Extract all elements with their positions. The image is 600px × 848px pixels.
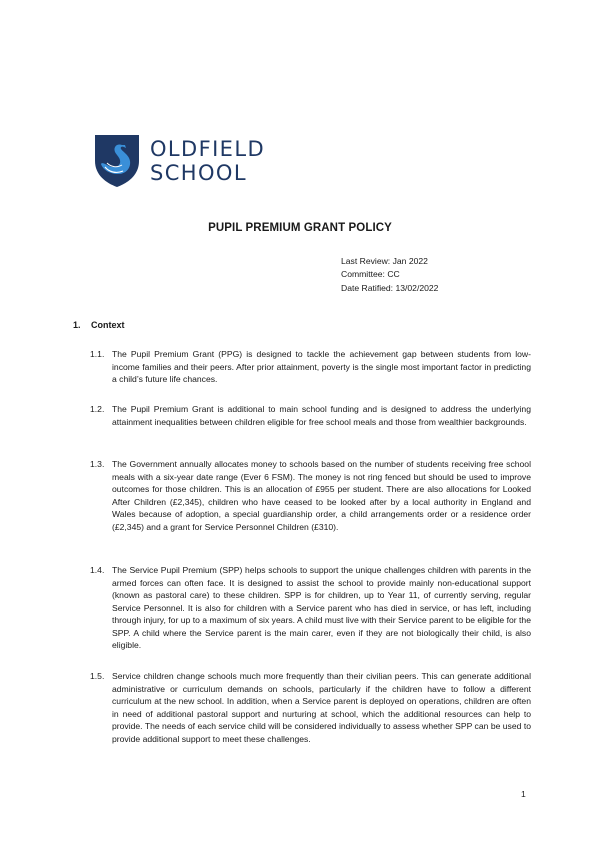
logo-text-school: SCHOOL (150, 160, 247, 185)
paragraph-text: The Service Pupil Premium (SPP) helps schools to support the unique challenges children with parents in the armed forces can often face. It is designed to assist the school to provide mainly non-educational support (known as pastoral care) to these children. SPP is for children, up to Year 11, of currently serving, regular Service Personnel. It is also for children with a Service parent who has died in service, or has left, including through injury, for up to a maximum of six years. A child must live with their Service parent to be eligible for the SPP. A child where the Service parent is the main carer, even if they are not biologically their child, is also eligible. (112, 565, 531, 650)
last-review: Last Review: Jan 2022 (341, 256, 428, 266)
paragraph-number: 1.3. (90, 459, 105, 469)
paragraph-text: The Pupil Premium Grant (PPG) is designed to tackle the achievement gap between students from low-income families and their peers. After prior attainment, poverty is the single most important factor in predicting a child’s future life chances. (112, 349, 531, 384)
document-meta (341, 255, 438, 295)
section-title: Context (91, 320, 125, 330)
paragraph-number: 1.1. (90, 349, 105, 359)
paragraph-1-1 (90, 348, 531, 386)
section-number: 1. (73, 320, 81, 330)
paragraph-text: Service children change schools much more frequently than their civilian peers. This can generate additional administrative or curriculum demands on schools, particularly if the children have to follow a different curriculum at the new school. In addition, when a Service parent is deployed on operations, children are often in need of additional pastoral support and nurturing at school, which the additional resources can help to provide. The needs of each service child will be considered individually to assess whether SPP can be used to provide additional support to meet these challenges. (112, 671, 531, 744)
paragraph-number: 1.5. (90, 671, 105, 681)
section-heading (73, 320, 125, 330)
paragraph-1-5 (90, 670, 531, 745)
school-logo (93, 133, 265, 189)
paragraph-number: 1.4. (90, 565, 105, 575)
paragraph-text: The Pupil Premium Grant is additional to main school funding and is designed to address the underlying attainment inequalities between children eligible for free school meals and those from wealthier backgrounds. (112, 404, 531, 427)
logo-text-oldfield: OLDFIELD (150, 136, 266, 161)
document-title: PUPIL PREMIUM GRANT POLICY (208, 222, 392, 234)
page-number: 1 (521, 789, 526, 799)
swan-shield-icon (93, 133, 141, 189)
paragraph-text: The Government annually allocates money to schools based on the number of students receiving free school meals with a six-year date range (Ever 6 FSM). The money is not ring fenced but should be used to improve outcomes for those children. This is an allocation of £955 per student. There are also allocations for Looked After Children (£2,345), children who have ceased to be looked after by a local authority in England and Wales because of adoption, a special guardianship order, a child arrangements order or a residence order (£2,345) and a grant for Service Personnel Children (£310). (112, 459, 531, 532)
committee: Committee: CC (341, 269, 400, 280)
paragraph-1-4 (90, 564, 531, 652)
paragraph-1-2 (90, 403, 531, 428)
date-ratified: Date Ratified: 13/02/2022 (341, 282, 439, 293)
paragraph-1-3 (90, 458, 531, 533)
paragraph-number: 1.2. (90, 404, 105, 414)
